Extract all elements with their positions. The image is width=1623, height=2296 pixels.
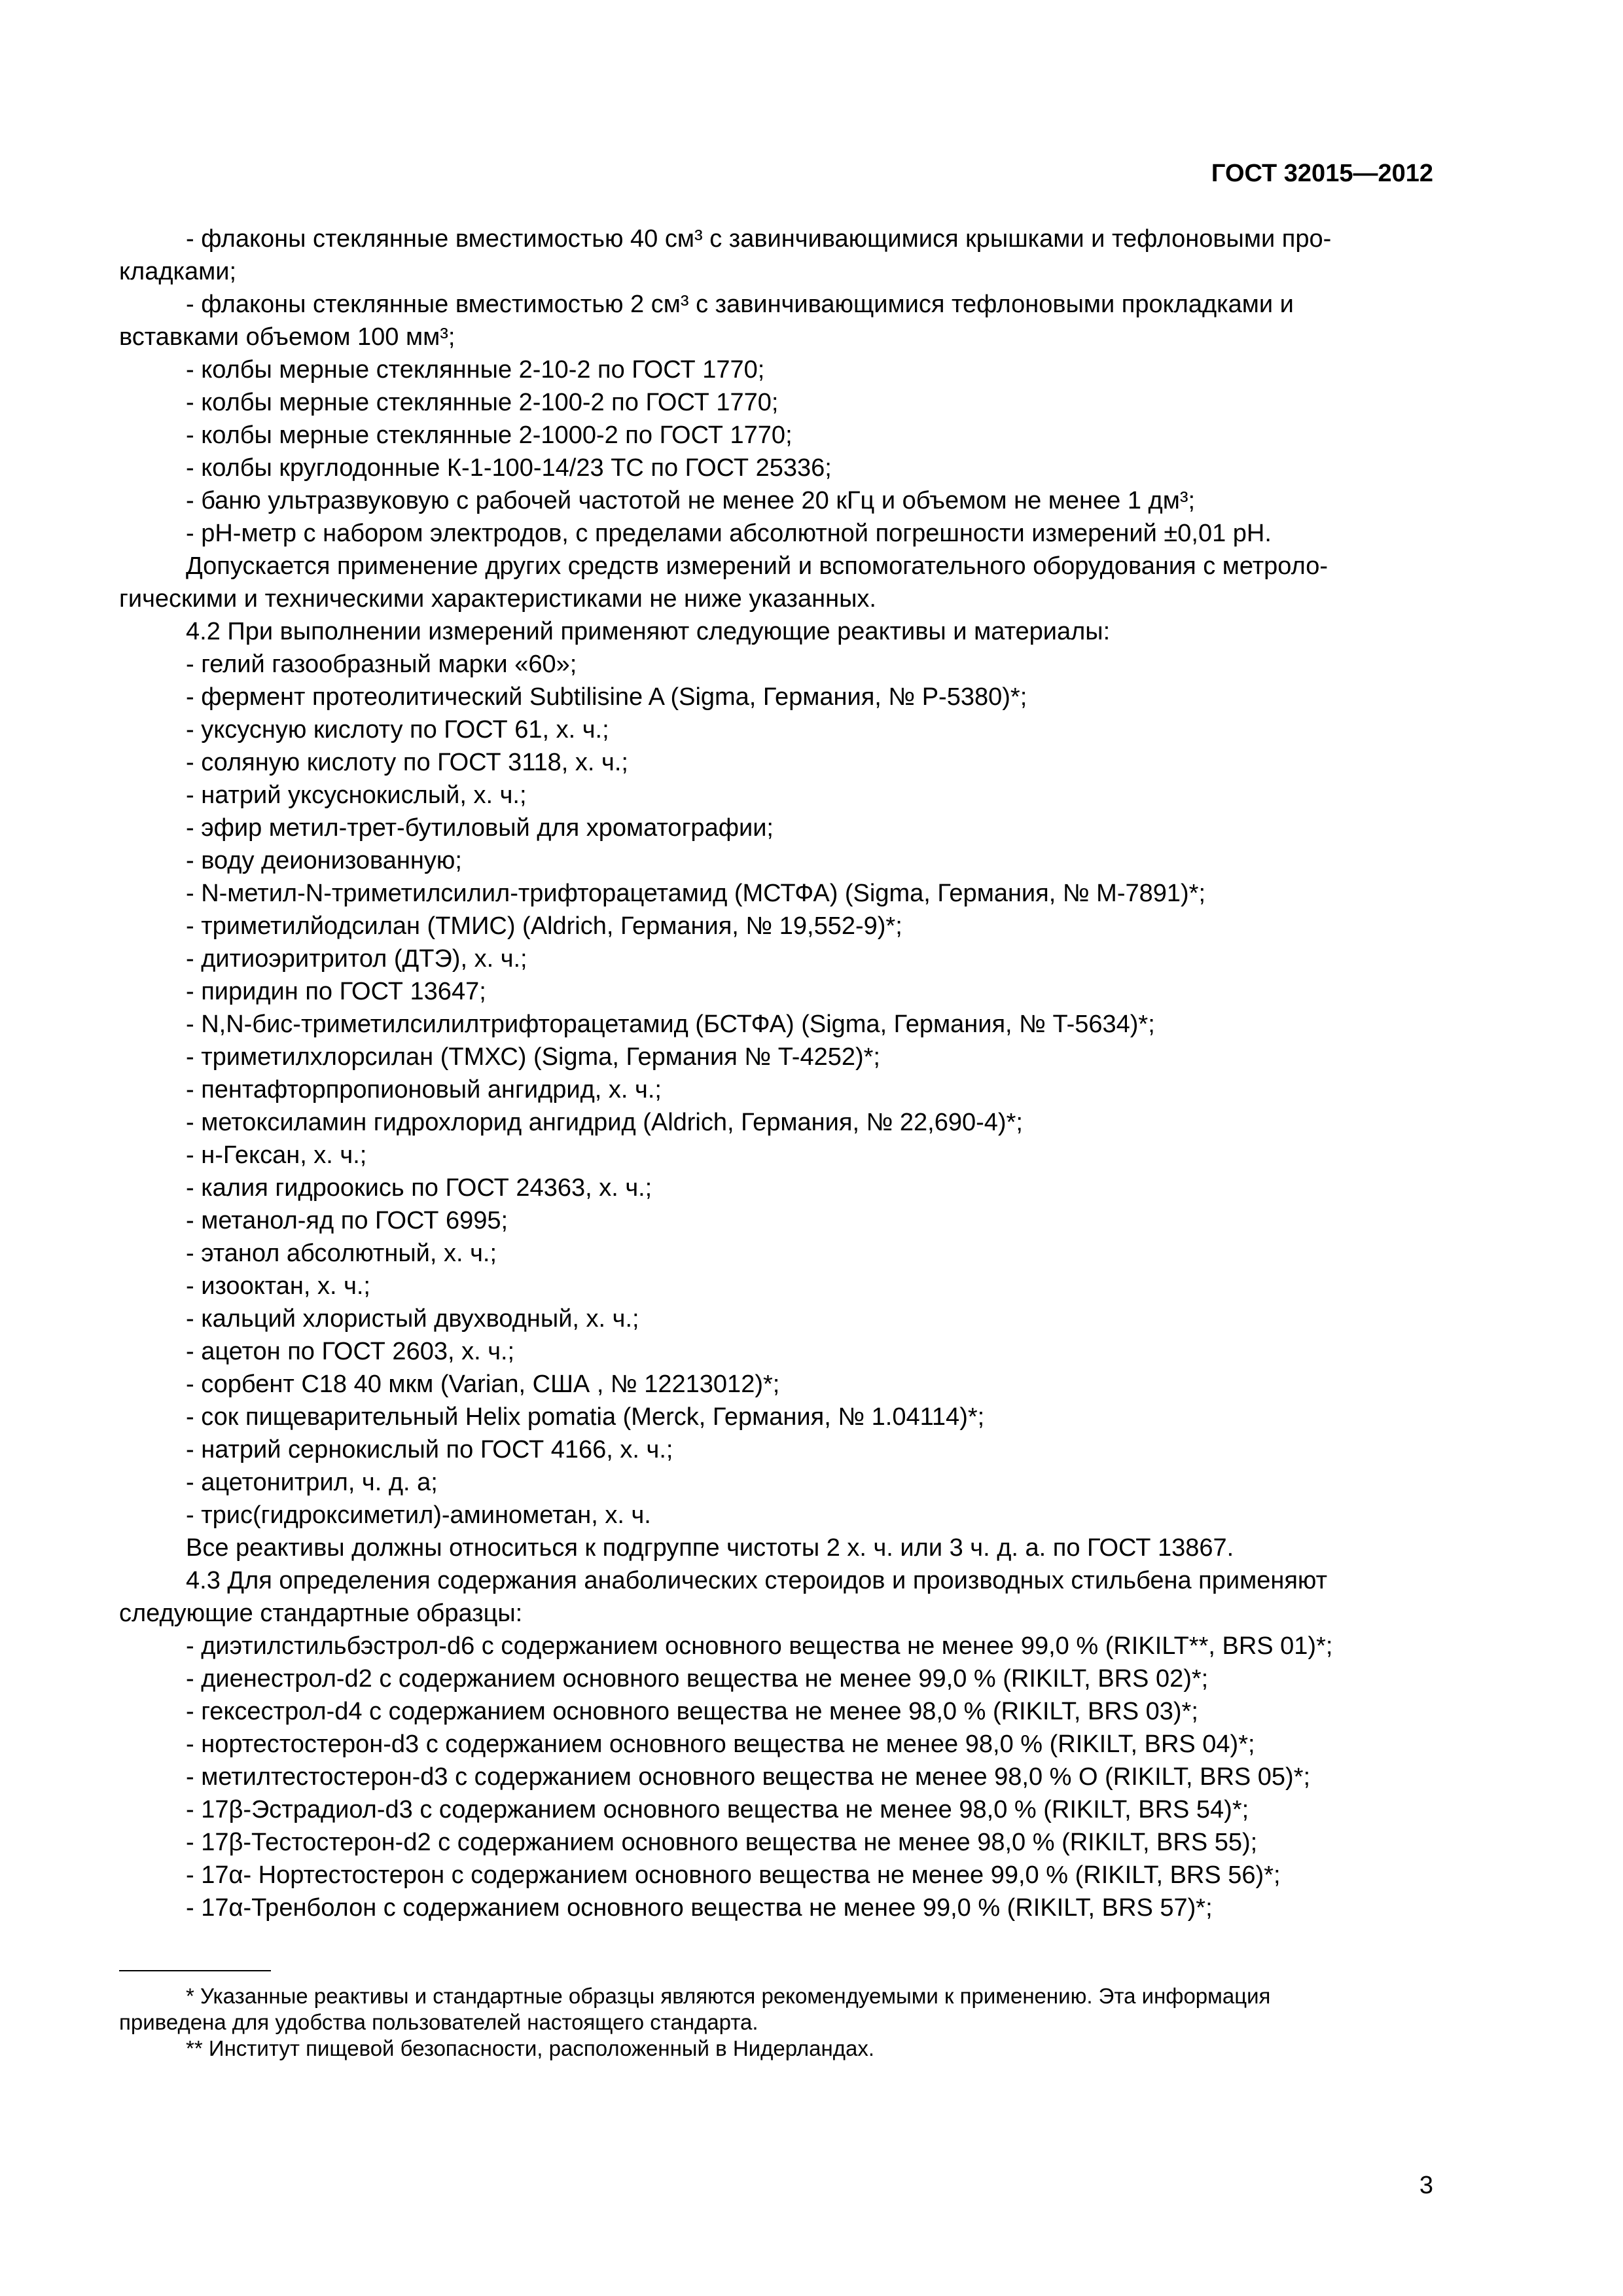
clause-heading: 4.3 Для определения содержания анаболических стероидов и производных стильбена применяют [186,1567,1327,1594]
standard-item: - метилтестостерон-d3 с содержанием основного вещества не менее 98,0 % О (RIKILT, BRS 05)*; [186,1763,1311,1791]
list-item: - флаконы стеклянные вместимостью 2 см³ с завинчивающимися тефлоновыми прокладками и [186,291,1294,318]
reagent-item: - кальций хлористый двухводный, х. ч.; [186,1305,639,1333]
paragraph: Все реактивы должны относиться к подгруппе чистоты 2 х. ч. или 3 ч. д. а. по ГОСТ 13867. [186,1534,1234,1562]
reagent-item: - метанол-яд по ГОСТ 6995; [186,1207,508,1234]
standard-item: - гексестрол-d4 с содержанием основного вещества не менее 98,0 % (RIKILT, BRS 03)*; [186,1698,1198,1725]
reagent-item: - ацетонитрил, ч. д. а; [186,1469,438,1496]
reagent-item: - триметилхлорсилан (ТМХС) (Sigma, Германия № T-4252)*; [186,1043,880,1071]
page-number: 3 [1419,2172,1433,2199]
list-item: - рН-метр с набором электродов, с пределами абсолютной погрешности измерений ±0,01 рН. [186,520,1272,547]
reagent-item: - уксусную кислоту по ГОСТ 61, х. ч.; [186,716,609,744]
list-item-continuation: кладками; [119,258,237,285]
reagent-item: - сорбент C18 40 мкм (Varian, США , № 12213012)*; [186,1371,780,1398]
reagent-item: - N,N-бис-триметилсилилтрифторацетамид (БСТФА) (Sigma, Германия, № T-5634)*; [186,1011,1155,1038]
standard-item: - 17α-Тренболон с содержанием основного вещества не менее 99,0 % (RIKILT, BRS 57)*; [186,1894,1213,1922]
standard-item: - 17β-Эстрадиол-d3 с содержанием основного вещества не менее 98,0 % (RIKILT, BRS 54)*; [186,1796,1249,1823]
paragraph-continuation: гическими и техническими характеристиками не ниже указанных. [119,585,876,613]
standard-item: - 17β-Тестостерон-d2 с содержанием основного вещества не менее 98,0 % (RIKILT, BRS 55); [186,1829,1258,1856]
list-item: - баню ультразвуковую с рабочей частотой не менее 20 кГц и объемом не менее 1 дм³; [186,487,1196,514]
reagent-item: - триметилйодсилан (ТМИС) (Aldrich, Германия, № 19,552-9)*; [186,912,902,940]
list-item: - колбы мерные стеклянные 2-1000-2 по ГОСТ 1770; [186,422,793,449]
footnote: ** Институт пищевой безопасности, расположенный в Нидерландах. [186,2036,875,2060]
reagent-item: - метоксиламин гидрохлорид ангидрид (Aldrich, Германия, № 22,690-4)*; [186,1109,1023,1136]
reagent-item: - пентафторпропионовый ангидрид, х. ч.; [186,1076,662,1103]
standard-item: - 17α- Нортестостерон с содержанием основного вещества не менее 99,0 % (RIKILT, BRS 56)*; [186,1861,1281,1889]
footnotes [119,1983,1435,2062]
standard-item: - диенестрол-d2 с содержанием основного вещества не менее 99,0 % (RIKILT, BRS 02)*; [186,1665,1209,1693]
standard-item: - нортестостерон-d3 с содержанием основного вещества не менее 98,0 % (RIKILT, BRS 04)*; [186,1731,1255,1758]
reagent-item: - пиридин по ГОСТ 13647; [186,978,486,1005]
reagent-item: - натрий уксуснокислый, х. ч.; [186,781,527,809]
clause-heading: 4.2 При выполнении измерений применяют следующие реактивы и материалы: [186,618,1111,645]
reagent-item: - трис(гидроксиметил)-аминометан, х. ч. [186,1501,651,1529]
footnote: * Указанные реактивы и стандартные образцы являются рекомендуемыми к применению. Эта информация [186,1984,1271,2008]
document-header: ГОСТ 32015—2012 [1211,160,1433,187]
reagent-item: - изооктан, х. ч.; [186,1272,370,1300]
reagent-item: - сок пищеварительный Helix pomatia (Merck, Германия, № 1.04114)*; [186,1403,985,1431]
reagent-item: - ацетон по ГОСТ 2603, х. ч.; [186,1338,515,1365]
reagent-item: - эфир метил-трет-бутиловый для хроматографии; [186,814,774,842]
standard-item: - диэтилстильбэстрол-d6 с содержанием основного вещества не менее 99,0 % (RIKILT**, BRS 01)*; [186,1632,1333,1660]
reagent-item: - калия гидроокись по ГОСТ 24363, х. ч.; [186,1174,652,1202]
document-body [119,223,1435,1924]
footnote-separator [119,1970,271,1971]
clause-heading-continuation: следующие стандартные образцы: [119,1600,523,1627]
list-item: - флаконы стеклянные вместимостью 40 см³ с завинчивающимися крышками и тефлоновыми про- [186,225,1332,253]
footnote-continuation: приведена для удобства пользователей настоящего стандарта. [119,2010,758,2034]
list-item-continuation: вставками объемом 100 мм³; [119,323,455,351]
reagent-item: - фермент протеолитический Subtilisine A (Sigma, Германия, № P-5380)*; [186,683,1027,711]
reagent-item: - воду деионизованную; [186,847,462,874]
paragraph: Допускается применение других средств измерений и вспомогательного оборудования с метроло- [186,552,1328,580]
reagent-item: - соляную кислоту по ГОСТ 3118, х. ч.; [186,749,628,776]
reagent-item: - N-метил-N-триметилсилил-трифторацетамид (МСТФА) (Sigma, Германия, № M-7891)*; [186,880,1206,907]
list-item: - колбы мерные стеклянные 2-10-2 по ГОСТ 1770; [186,356,765,384]
list-item: - колбы мерные стеклянные 2-100-2 по ГОСТ 1770; [186,389,779,416]
list-item: - колбы круглодонные К-1-100-14/23 ТС по ГОСТ 25336; [186,454,832,482]
reagent-item: - натрий сернокислый по ГОСТ 4166, х. ч.; [186,1436,673,1463]
reagent-item: - дитиоэритритол (ДТЭ), х. ч.; [186,945,527,973]
reagent-item: - гелий газообразный марки «60»; [186,651,577,678]
reagent-item: - н-Гексан, х. ч.; [186,1141,367,1169]
reagent-item: - этанол абсолютный, х. ч.; [186,1240,497,1267]
